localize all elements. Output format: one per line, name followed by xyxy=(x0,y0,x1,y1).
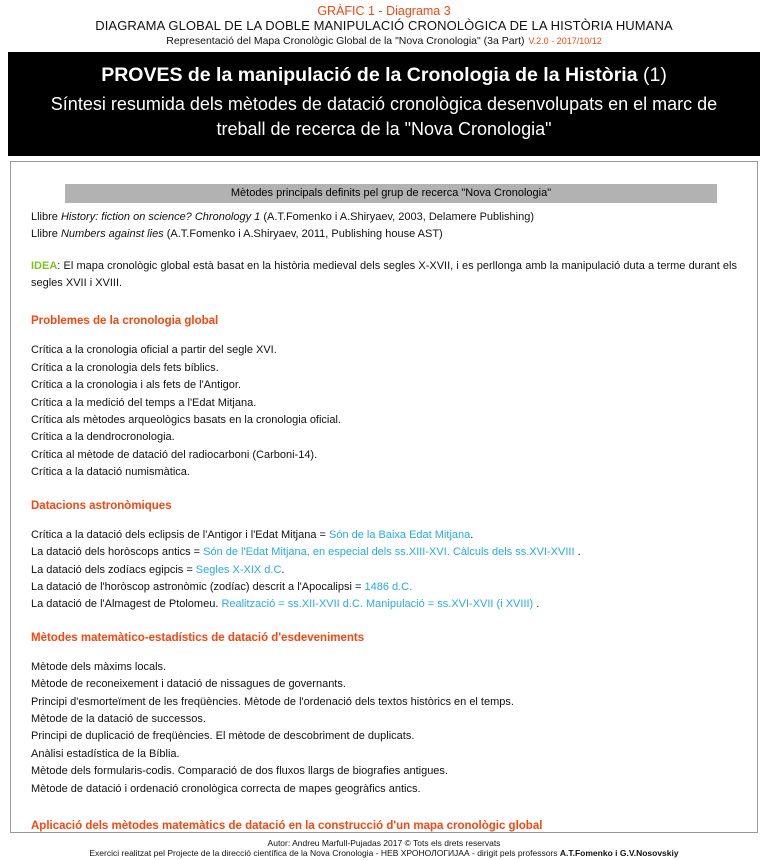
list-item: Crítica a la cronologia oficial a partir del segle XVI. xyxy=(31,344,277,357)
list-item: Crítica a la datació numismàtica. xyxy=(31,466,190,479)
book-list xyxy=(31,209,737,244)
graphic-label: GRÀFIC 1 - Diagrama 3 xyxy=(317,4,451,18)
methods-bar: Mètodes principals definits pel grup de recerca "Nova Cronologia" xyxy=(65,184,717,203)
list-item: Principi de duplicació de freqüències. El mètode de descobriment de duplicats. xyxy=(31,730,415,743)
title-banner xyxy=(8,52,760,155)
sections-container xyxy=(31,313,737,832)
footer-credit-line xyxy=(0,848,768,859)
section-heading: Datacions astronòmiques xyxy=(31,499,172,512)
section-heading: Mètodes matemàtico-estadístics de datació d'esdeveniments xyxy=(31,631,365,644)
idea-label: IDEA xyxy=(31,259,58,272)
idea-text: : El mapa cronològic global està basat en la història medieval dels segles X-XVII, i es perllonga amb la manipulació duta a terme durant els segles XVII i XVIII. xyxy=(31,259,737,290)
version-label: V.2.0 - 2017/10/12 xyxy=(528,36,602,47)
idea-paragraph xyxy=(31,258,737,293)
page-footer xyxy=(0,838,768,859)
section-lines xyxy=(31,527,737,614)
banner-title-suffix: (1) xyxy=(637,64,667,87)
section-heading: Problemes de la cronologia global xyxy=(31,315,219,328)
footer-professors: A.T.Fomenko i G.V.Nosovskiy xyxy=(559,848,679,859)
banner-title xyxy=(18,63,750,88)
list-item: La datació de l'Almagest de Ptolomeu. Realització = ss.XII-XVII d.C. Manipulació = ss.XVI-XVII (i XVIII) . xyxy=(31,598,540,611)
list-item: Mètode de la datació de successos. xyxy=(31,712,206,725)
list-item: Crítica a la cronologia dels fets bíblics. xyxy=(31,361,219,374)
document-title: DIAGRAMA GLOBAL DE LA DOBLE MANIPULACIÓ CRONOLÒGICA DE LA HISTÒRIA HUMANA xyxy=(95,18,673,34)
list-item: La datació dels zodíacs egipcis = Segles X-XIX d.C. xyxy=(31,563,285,576)
footer-author-line: Autor: Andreu Marfull-Pujadas 2017 © Tots els drets reservats xyxy=(267,837,501,848)
list-item: Principi d'esmorteïment de les freqüències. Mètode de l'ordenació dels textos històrics en el temps. xyxy=(31,695,514,708)
list-item: Mètode de reconeixement i datació de nissagues de governants. xyxy=(31,678,346,691)
banner-title-bold: PROVES de la manipulació de la Cronologia de la Història xyxy=(101,64,638,87)
list-item: Crítica a la medició del temps a l'Edat Mitjana. xyxy=(31,396,257,409)
book-line: Llibre History: fiction on science? Chronology 1 (A.T.Fomenko i A.Shiryaev, 2003, Delamere Publishing) xyxy=(31,210,534,223)
list-item: Mètode de datació i ordenació cronològica correcta de mapes geogràfics antics. xyxy=(31,782,421,795)
content-box xyxy=(10,161,758,833)
list-item: La datació dels horòscops antics = Són de l'Edat Mitjana, en especial dels ss.XIII-XVI. Càlculs dels ss.XVI-XVIII . xyxy=(31,546,581,559)
list-item: Crítica a la dendrocronologia. xyxy=(31,431,175,444)
document-subtitle xyxy=(0,35,768,47)
list-item: La datació de l'horòscop astronòmic (zodíac) descrit a l'Apocalipsi = 1486 d.C. xyxy=(31,580,413,593)
page-header xyxy=(0,0,768,47)
list-item: Crítica a la datació dels eclipsis de l'Antigor i l'Edat Mitjana = Són de la Baixa Edat Mitjana. xyxy=(31,528,474,541)
list-item: Crítica al mètode de datació del radiocarboni (Carboni-14). xyxy=(31,448,318,461)
section-lines xyxy=(31,659,737,798)
section-heading: Aplicació dels mètodes matemàtics de datació en la construcció d'un mapa cronològic global xyxy=(31,819,543,832)
list-item: Anàlisi estadística de la Bíblia. xyxy=(31,747,180,760)
list-item: Crítica a la cronologia i als fets de l'Antigor. xyxy=(31,379,241,392)
list-item: Mètode dels formularis-codis. Comparació de dos fluxos llargs de biografies antigues. xyxy=(31,765,448,778)
subtitle-text: Representació del Mapa Cronològic Global de la "Nova Cronologia" (3a Part) xyxy=(166,35,525,48)
banner-subtitle: Síntesi resumida dels mètodes de datació cronològica desenvolupats en el marc de treball de recerca de la "Nova Cronologia" xyxy=(50,93,718,140)
list-item: Crítica als mètodes arqueològics basats en la cronologia oficial. xyxy=(31,414,341,427)
book-line: Llibre Numbers against lies (A.T.Fomenko i A.Shiryaev, 2011, Publishing house AST) xyxy=(31,228,443,241)
section-lines xyxy=(31,342,737,481)
footer-credit-text: Exercici realitzat pel Projecte de la direcció científica de la Nova Cronologia - НЕВ ХРОНОЛОГИЈАА - dirigit pels professors xyxy=(89,848,560,859)
list-item: Mètode dels màxims locals. xyxy=(31,660,167,673)
